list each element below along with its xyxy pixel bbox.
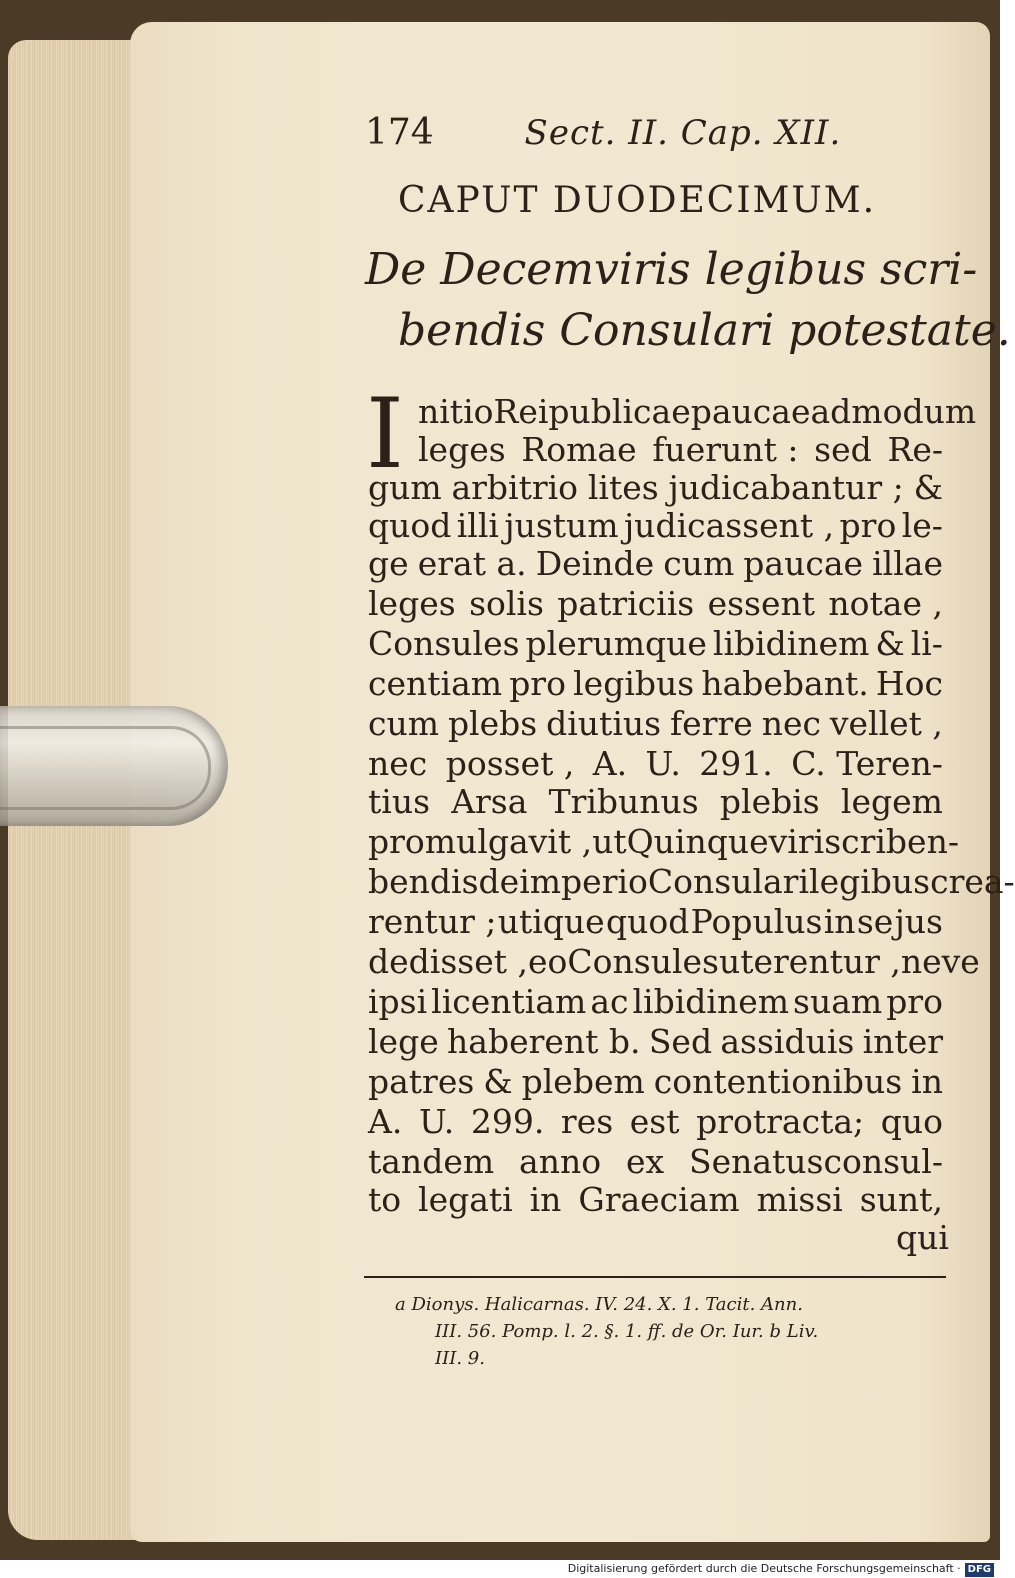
- body-line: [368, 1022, 943, 1061]
- body-word: libidinem: [712, 624, 870, 663]
- body-word: legati: [418, 1180, 513, 1219]
- body-word: justum: [504, 506, 619, 545]
- body-word: suam: [793, 982, 883, 1021]
- body-word: contentionibus: [653, 1062, 903, 1101]
- body-line: [368, 1062, 943, 1101]
- body-word: pro: [509, 664, 566, 703]
- body-word: quod: [605, 902, 690, 941]
- body-word: utique: [497, 902, 605, 941]
- body-word: A.: [592, 744, 628, 783]
- body-word: tandem: [368, 1142, 495, 1181]
- body-word: &: [483, 1062, 513, 1101]
- body-line: [368, 624, 943, 663]
- body-word: diutius: [546, 704, 662, 743]
- body-word: patres: [368, 1062, 475, 1101]
- body-word: se: [856, 902, 894, 941]
- body-word: judicassent ,: [623, 506, 835, 545]
- body-word: nec: [761, 704, 821, 743]
- body-word: plerumque: [525, 624, 707, 663]
- body-word: legibus: [809, 862, 931, 901]
- body-word: ge: [368, 544, 409, 583]
- body-word: li-: [910, 624, 943, 663]
- digitization-footer: [0, 1560, 1000, 1578]
- body-word: Consules: [567, 942, 719, 981]
- body-word: haberent b.: [447, 1022, 641, 1061]
- body-word: libidinem: [632, 982, 790, 1021]
- body-word: de: [478, 862, 520, 901]
- body-word: 291.: [699, 744, 773, 783]
- body-word: A.: [368, 1102, 403, 1141]
- body-word: cum: [368, 704, 440, 743]
- body-word: quod: [368, 506, 452, 545]
- body-word: rentur ;: [368, 902, 497, 941]
- body-word: C. Teren-: [791, 744, 943, 783]
- body-word: plebis: [719, 782, 820, 821]
- body-word: legem: [840, 782, 943, 821]
- body-word: plebs: [447, 704, 538, 743]
- body-word: dedisset ,: [368, 942, 528, 981]
- body-word: leges: [418, 430, 506, 469]
- body-word: promulgavit ,: [368, 822, 593, 861]
- body-line: [368, 1142, 943, 1181]
- body-word: essent: [707, 584, 816, 623]
- chapter-heading: CAPUT DUODECIMUM.: [398, 180, 877, 221]
- body-word: res: [560, 1102, 614, 1141]
- body-line: [368, 902, 943, 941]
- body-word: paucae: [690, 392, 811, 431]
- body-word: quo: [880, 1102, 943, 1141]
- body-word: imperio: [519, 862, 648, 901]
- body-line: [368, 664, 943, 703]
- body-line: [368, 744, 943, 783]
- page-number: 174: [365, 112, 434, 153]
- body-word: judicabantur ;: [668, 468, 904, 507]
- body-word: lege: [368, 1022, 439, 1061]
- body-word: notae ,: [828, 584, 943, 623]
- body-word: Re-: [887, 430, 943, 469]
- body-word: Consulari: [647, 862, 810, 901]
- body-word: paucae: [743, 544, 864, 583]
- body-word: missi: [756, 1180, 843, 1219]
- body-word: centiam: [368, 664, 503, 703]
- body-word: Hoc: [875, 664, 943, 703]
- body-word: ipsi: [368, 982, 428, 1021]
- body-word: eo: [527, 942, 568, 981]
- body-line: [368, 1180, 943, 1219]
- body-line: [418, 392, 977, 431]
- body-word: vellet ,: [829, 704, 943, 743]
- body-line: [368, 782, 943, 821]
- body-word: le-: [901, 506, 943, 545]
- body-word: Populus: [690, 902, 823, 941]
- body-word: uterentur ,: [718, 942, 901, 981]
- body-word: crea-: [930, 862, 1015, 901]
- body-line: [368, 468, 943, 507]
- body-word: illae: [872, 544, 943, 583]
- footnote-line-3: III. 9.: [435, 1348, 485, 1369]
- body-word: arbitrio: [451, 468, 579, 507]
- body-word: pro: [839, 506, 897, 545]
- chapter-title-line-1: De Decemviris legibus scri-: [365, 244, 978, 295]
- body-word: scriben-: [824, 822, 959, 861]
- body-word: Sed: [648, 1022, 713, 1061]
- body-word: sunt,: [859, 1180, 943, 1219]
- body-word: inter: [862, 1022, 943, 1061]
- body-word: Deinde: [535, 544, 655, 583]
- body-word: anno: [519, 1142, 602, 1181]
- body-word: fuerunt :: [652, 430, 799, 469]
- body-word: in: [911, 1062, 943, 1101]
- dfg-badge: DFG: [965, 1563, 994, 1577]
- body-word: U.: [418, 1102, 455, 1141]
- body-word: ut: [592, 822, 627, 861]
- body-word: Senatusconsul-: [688, 1142, 943, 1181]
- body-word: Consules: [368, 624, 520, 663]
- body-word: ferre: [669, 704, 753, 743]
- footnote-rule: [364, 1276, 946, 1278]
- body-word: legibus: [573, 664, 695, 703]
- body-word: licentiam: [431, 982, 587, 1021]
- body-word: erat a.: [417, 544, 527, 583]
- body-word: &: [875, 624, 905, 663]
- body-word: est: [629, 1102, 680, 1141]
- body-word: Tribunus: [548, 782, 699, 821]
- catchword: qui: [896, 1218, 949, 1257]
- body-line: [368, 506, 943, 545]
- section-reference: Sect. II. Cap. XII.: [524, 113, 842, 153]
- body-word: sed: [814, 430, 872, 469]
- body-line: [368, 822, 959, 861]
- body-word: assiduis: [720, 1022, 855, 1061]
- body-word: habebant.: [701, 664, 869, 703]
- body-word: cum: [663, 544, 735, 583]
- body-word: to: [368, 1180, 402, 1219]
- body-word: posset ,: [445, 744, 575, 783]
- body-line: [368, 982, 943, 1021]
- page-clip-highlight: [0, 726, 211, 810]
- body-line: [368, 544, 943, 583]
- body-word: 299.: [470, 1102, 545, 1141]
- body-word: lites: [587, 468, 659, 507]
- body-word: nitio: [418, 392, 494, 431]
- body-word: U.: [645, 744, 681, 783]
- body-line: [368, 1102, 943, 1141]
- body-word: patriciis: [557, 584, 695, 623]
- footnote-line-2: III. 56. Pomp. l. 2. §. 1. ff. de Or. Iur. b Liv.: [435, 1321, 819, 1342]
- body-word: nec: [368, 744, 428, 783]
- drop-cap: I: [366, 378, 404, 490]
- body-word: Arsa: [451, 782, 528, 821]
- body-word: illi: [456, 506, 499, 545]
- body-line: [368, 942, 980, 981]
- body-word: Graeciam: [578, 1180, 740, 1219]
- body-word: bendis: [368, 862, 479, 901]
- body-word: admodum: [810, 392, 977, 431]
- body-word: solis: [469, 584, 544, 623]
- body-line: [368, 704, 943, 743]
- body-line: [418, 430, 943, 469]
- footnote-line-1: a Dionys. Halicarnas. IV. 24. X. 1. Tacit. Ann.: [395, 1294, 803, 1315]
- body-word: in: [823, 902, 856, 941]
- body-word: plebem: [521, 1062, 645, 1101]
- body-word: ac: [590, 982, 629, 1021]
- body-word: Romae: [521, 430, 637, 469]
- body-word: tius: [368, 782, 431, 821]
- body-word: gum: [368, 468, 442, 507]
- body-word: Quinqueviri: [626, 822, 825, 861]
- running-head: [365, 112, 841, 153]
- body-word: Reipublicae: [493, 392, 691, 431]
- body-word: jus: [894, 902, 943, 941]
- body-line: [368, 584, 943, 623]
- footer-text: Digitalisierung gefördert durch die Deutsche Forschungsgemeinschaft ·: [567, 1562, 961, 1575]
- body-word: &: [913, 468, 943, 507]
- body-word: pro: [886, 982, 943, 1021]
- body-word: protracta;: [696, 1102, 865, 1141]
- body-line: [368, 862, 1015, 901]
- chapter-title-line-2: bendis Consulari potestate.: [398, 305, 1011, 356]
- body-word: neve: [900, 942, 980, 981]
- body-word: ex: [625, 1142, 665, 1181]
- body-word: leges: [368, 584, 456, 623]
- body-word: in: [529, 1180, 562, 1219]
